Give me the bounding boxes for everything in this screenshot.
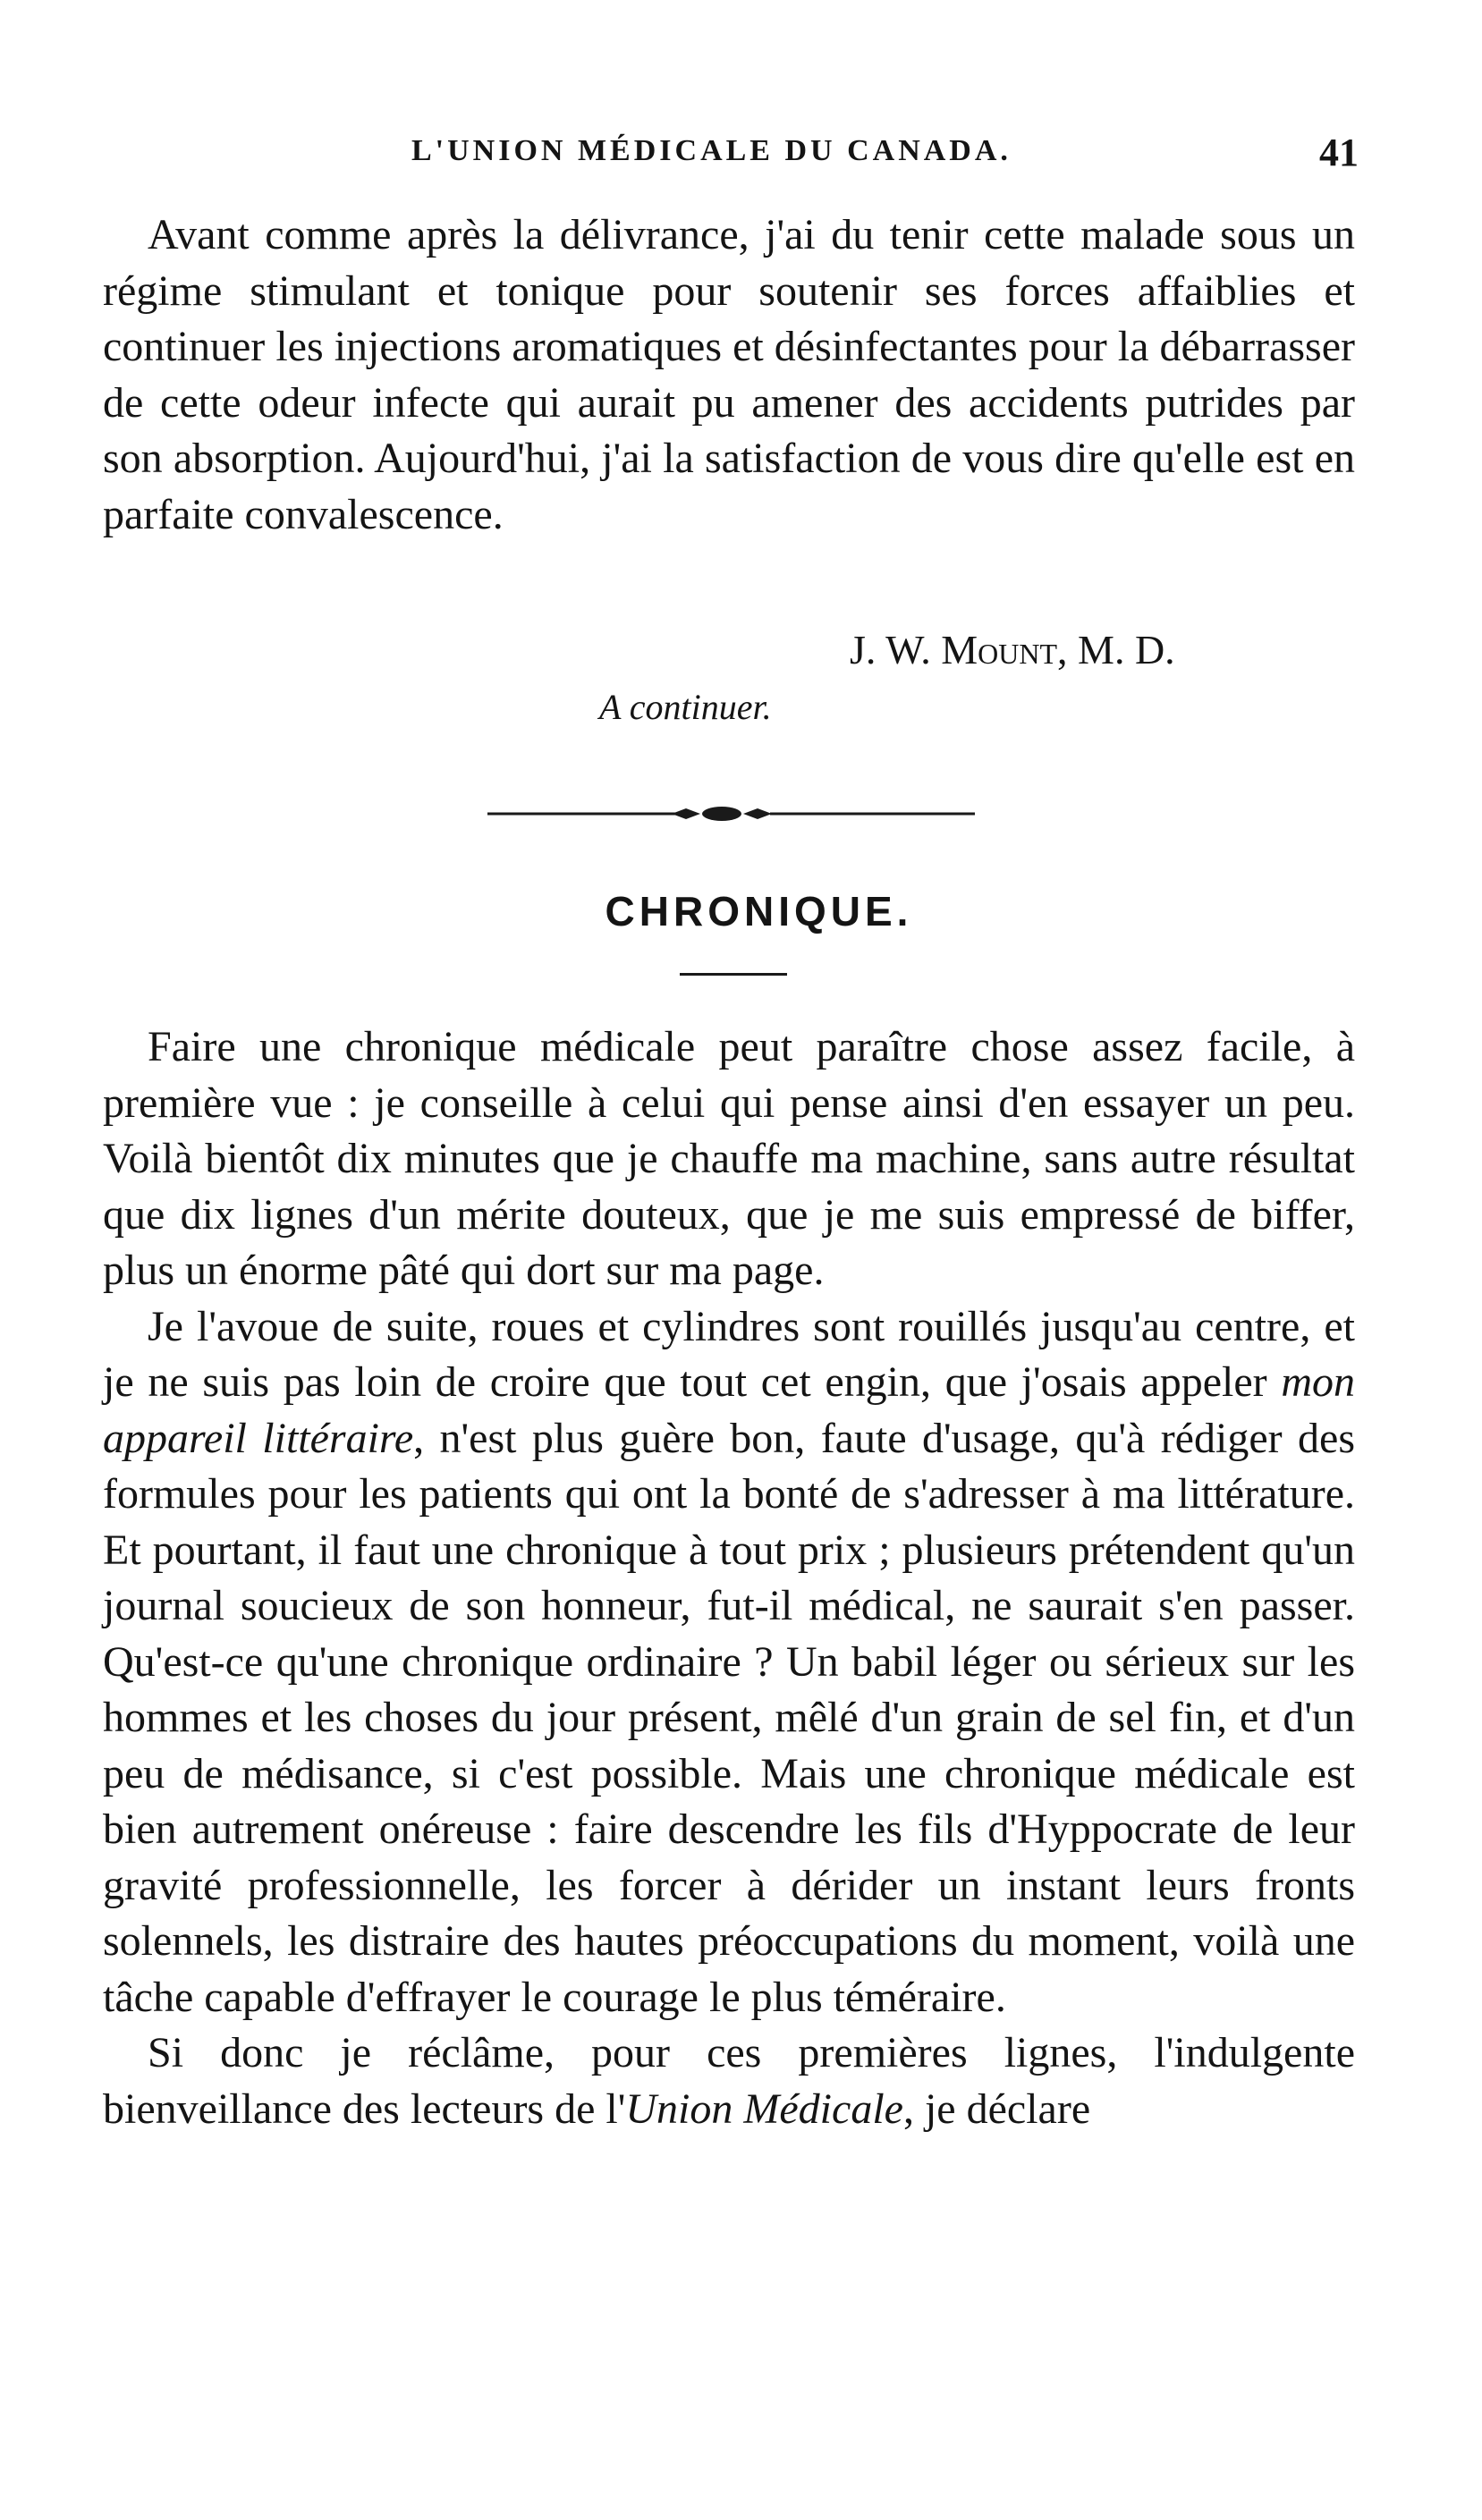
paragraph-3-start: Si donc je réclâme, pour ces premières lignes, l'indulgente bienveillance des lecteurs de l'	[103, 2029, 1355, 2133]
title-underline-rule	[680, 973, 787, 976]
chronique-paragraph-1: Faire une chronique médicale peut paraître chose assez facile, à première vue : je conseille à celui qui pense ainsi d'en essayer un peu. Voilà bientôt dix minutes que je chauffe ma machine, sans autre résultat que dix lignes d'un mérite douteux, que je me suis empressé de biffer, plus un énorme pâté qui dort sur ma page.	[103, 1023, 1355, 1294]
signature-title: , M. D.	[1057, 627, 1175, 672]
author-signature	[850, 626, 1175, 673]
previous-article-text	[103, 207, 1355, 543]
section-divider-ornament	[487, 796, 988, 832]
chronique-text	[103, 1019, 1355, 2137]
chronique-paragraph-3	[103, 2025, 1355, 2137]
signature-name: Mount	[941, 627, 1058, 672]
paragraph-2-end: , n'est plus guère bon, faute d'usage, qu'à rédiger des formules pour les patients qui ont la bonté de s'adresser à ma littérature. Et pourtant, il faut une chronique à tout prix ; plusieurs prétendent qu'un journal soucieux de son honneur, fut-il médical, ne saurait s'en passer. Qu'est-ce qu'une chronique ordinaire ? Un babil léger ou sérieux sur les hommes et les choses du jour présent, mêlé d'un grain de sel fin, et d'un peu de médisance, si c'est possible. Mais une chronique médicale est bien autrement onéreuse : faire descendre les fils d'Hyppocrate de leur gravité professionnelle, les forcer à dérider un instant leurs fronts solennels, les distraire des hautes préoccupations du moment, voilà une tâche capable d'effrayer le courage le plus téméraire.	[103, 1414, 1355, 2021]
signature-initials: J. W.	[850, 627, 931, 672]
chronique-paragraph-2	[103, 1299, 1355, 2026]
paragraph-3-italic: Union Médicale	[625, 2084, 903, 2133]
previous-article-paragraph: Avant comme après la délivrance, j'ai du tenir cette malade sous un régime stimulant et tonique pour soutenir ses forces affaiblies et continuer les injections aromatiques et désinfectantes pour la débarrasser de cette odeur infecte qui aurait pu amener des accidents putrides par son absorption. Aujourd'hui, j'ai la satisfaction de vous dire qu'elle est en parfaite convalescence.	[103, 211, 1355, 538]
paragraph-3-end: , je déclare	[902, 2084, 1091, 2133]
paragraph-2-italic: mon appareil littéraire	[103, 1358, 1356, 1462]
continuation-note: A continuer.	[599, 687, 772, 727]
paragraph-2-start: Je l'avoue de suite, roues et cylindres sont rouillés jusqu'au centre, et je ne suis pas loin de croire que tout cet engin, que j'osais appeler	[103, 1302, 1355, 1406]
running-head: L'UNION MÉDICALE DU CANADA.	[411, 134, 1012, 167]
page-number: 41	[1319, 131, 1359, 174]
section-title: CHRONIQUE.	[605, 888, 913, 934]
